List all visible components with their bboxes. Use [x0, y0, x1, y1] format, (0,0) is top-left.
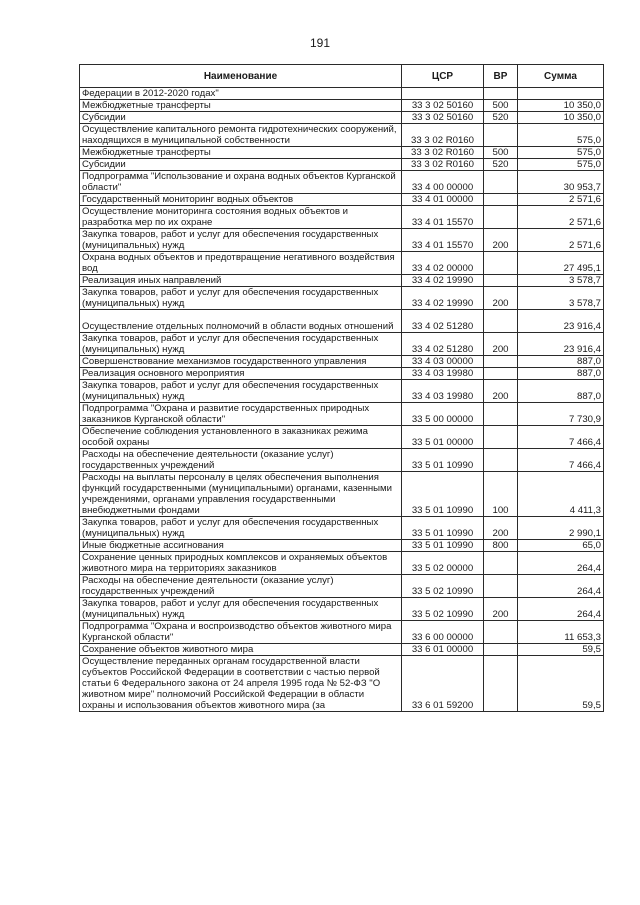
- csr-cell: 33 5 01 10990: [402, 517, 484, 540]
- table-row: [80, 403, 604, 426]
- table-row: [80, 275, 604, 287]
- table-body: [80, 88, 604, 712]
- name-cell: Закупка товаров, работ и услуг для обеспечения государственных (муниципальных) нужд: [80, 287, 402, 310]
- table-row: [80, 206, 604, 229]
- table-row: [80, 449, 604, 472]
- vr-cell: [484, 403, 518, 426]
- table-row: [80, 472, 604, 517]
- table-row: [80, 426, 604, 449]
- sum-cell: [518, 88, 604, 100]
- sum-cell: 264,4: [518, 598, 604, 621]
- table-row: [80, 147, 604, 159]
- table-row: [80, 100, 604, 112]
- csr-cell: 33 3 02 R0160: [402, 159, 484, 171]
- vr-cell: [484, 124, 518, 147]
- sum-cell: 575,0: [518, 147, 604, 159]
- csr-cell: 33 4 01 15570: [402, 206, 484, 229]
- csr-cell: 33 6 01 59200: [402, 656, 484, 712]
- table-row: [80, 252, 604, 275]
- csr-cell: 33 6 00 00000: [402, 621, 484, 644]
- vr-cell: [484, 194, 518, 206]
- table-row: [80, 112, 604, 124]
- name-cell: Осуществление капитального ремонта гидротехнических сооружений, находящихся в муниципальной собственности: [80, 124, 402, 147]
- vr-cell: [484, 656, 518, 712]
- sum-cell: 2 571,6: [518, 206, 604, 229]
- name-cell: Закупка товаров, работ и услуг для обеспечения государственных (муниципальных) нужд: [80, 380, 402, 403]
- table-row: [80, 380, 604, 403]
- vr-cell: [484, 449, 518, 472]
- csr-cell: 33 4 02 19990: [402, 275, 484, 287]
- csr-cell: 33 5 02 10990: [402, 598, 484, 621]
- name-cell: Межбюджетные трансферты: [80, 147, 402, 159]
- table-row: [80, 552, 604, 575]
- csr-cell: 33 5 00 00000: [402, 403, 484, 426]
- vr-cell: [484, 310, 518, 333]
- table-row: [80, 575, 604, 598]
- sum-cell: 4 411,3: [518, 472, 604, 517]
- column-header-name: Наименование: [80, 65, 402, 88]
- sum-cell: 887,0: [518, 356, 604, 368]
- name-cell: Реализация иных направлений: [80, 275, 402, 287]
- table-row: [80, 159, 604, 171]
- csr-cell: 33 5 02 10990: [402, 575, 484, 598]
- table-row: [80, 644, 604, 656]
- vr-cell: 520: [484, 159, 518, 171]
- name-cell: Субсидии: [80, 159, 402, 171]
- vr-cell: [484, 644, 518, 656]
- table-row: [80, 540, 604, 552]
- name-cell: Расходы на обеспечение деятельности (оказание услуг) государственных учреждений: [80, 449, 402, 472]
- name-cell: Осуществление отдельных полномочий в области водных отношений: [80, 310, 402, 333]
- table-row: [80, 88, 604, 100]
- csr-cell: 33 4 03 00000: [402, 356, 484, 368]
- csr-cell: 33 5 01 10990: [402, 449, 484, 472]
- csr-cell: 33 4 00 00000: [402, 171, 484, 194]
- sum-cell: 887,0: [518, 380, 604, 403]
- vr-cell: [484, 552, 518, 575]
- vr-cell: 500: [484, 100, 518, 112]
- name-cell: Подпрограмма "Использование и охрана водных объектов Курганской области": [80, 171, 402, 194]
- csr-cell: 33 4 02 51280: [402, 310, 484, 333]
- name-cell: Закупка товаров, работ и услуг для обеспечения государственных (муниципальных) нужд: [80, 517, 402, 540]
- table-row: [80, 124, 604, 147]
- name-cell: Сохранение объектов животного мира: [80, 644, 402, 656]
- sum-cell: 30 953,7: [518, 171, 604, 194]
- sum-cell: 264,4: [518, 552, 604, 575]
- table-row: [80, 171, 604, 194]
- csr-cell: 33 3 02 R0160: [402, 124, 484, 147]
- sum-cell: 59,5: [518, 644, 604, 656]
- name-cell: Реализация основного мероприятия: [80, 368, 402, 380]
- name-cell: Государственный мониторинг водных объектов: [80, 194, 402, 206]
- table-row: [80, 194, 604, 206]
- sum-cell: 10 350,0: [518, 112, 604, 124]
- sum-cell: 575,0: [518, 159, 604, 171]
- vr-cell: [484, 252, 518, 275]
- sum-cell: 3 578,7: [518, 287, 604, 310]
- sum-cell: 7 466,4: [518, 426, 604, 449]
- vr-cell: [484, 621, 518, 644]
- csr-cell: 33 5 01 00000: [402, 426, 484, 449]
- sum-cell: 23 916,4: [518, 310, 604, 333]
- sum-cell: 264,4: [518, 575, 604, 598]
- csr-cell: 33 4 01 15570: [402, 229, 484, 252]
- sum-cell: 2 571,6: [518, 229, 604, 252]
- name-cell: Обеспечение соблюдения установленного в заказниках режима особой охраны: [80, 426, 402, 449]
- name-cell: Субсидии: [80, 112, 402, 124]
- csr-cell: 33 5 01 10990: [402, 540, 484, 552]
- vr-cell: [484, 368, 518, 380]
- name-cell: Закупка товаров, работ и услуг для обеспечения государственных (муниципальных) нужд: [80, 333, 402, 356]
- name-cell: Расходы на обеспечение деятельности (оказание услуг) государственных учреждений: [80, 575, 402, 598]
- sum-cell: 2 990,1: [518, 517, 604, 540]
- table-row: [80, 598, 604, 621]
- sum-cell: 10 350,0: [518, 100, 604, 112]
- table-row: [80, 333, 604, 356]
- sum-cell: 575,0: [518, 124, 604, 147]
- csr-cell: 33 4 02 51280: [402, 333, 484, 356]
- vr-cell: 100: [484, 472, 518, 517]
- budget-table: [79, 64, 604, 712]
- name-cell: Федерации в 2012-2020 годах": [80, 88, 402, 100]
- sum-cell: 11 653,3: [518, 621, 604, 644]
- csr-cell: 33 4 02 19990: [402, 287, 484, 310]
- sum-cell: 7 730,9: [518, 403, 604, 426]
- table-row: [80, 287, 604, 310]
- vr-cell: 200: [484, 333, 518, 356]
- name-cell: Осуществление мониторинга состояния водных объектов и разработка мер по их охране: [80, 206, 402, 229]
- column-header-sum: Сумма: [518, 65, 604, 88]
- name-cell: Подпрограмма "Охрана и развитие государственных природных заказников Курганской области": [80, 403, 402, 426]
- name-cell: Закупка товаров, работ и услуг для обеспечения государственных (муниципальных) нужд: [80, 598, 402, 621]
- vr-cell: 200: [484, 598, 518, 621]
- name-cell: Сохранение ценных природных комплексов и охраняемых объектов животного мира на территориях заказников: [80, 552, 402, 575]
- name-cell: Закупка товаров, работ и услуг для обеспечения государственных (муниципальных) нужд: [80, 229, 402, 252]
- vr-cell: 200: [484, 287, 518, 310]
- vr-cell: 200: [484, 229, 518, 252]
- csr-cell: 33 4 02 00000: [402, 252, 484, 275]
- csr-cell: 33 3 02 50160: [402, 100, 484, 112]
- sum-cell: 59,5: [518, 656, 604, 712]
- vr-cell: 200: [484, 380, 518, 403]
- name-cell: Совершенствование механизмов государственного управления: [80, 356, 402, 368]
- column-header-csr: ЦСР: [402, 65, 484, 88]
- sum-cell: 887,0: [518, 368, 604, 380]
- sum-cell: 27 495,1: [518, 252, 604, 275]
- csr-cell: 33 6 01 00000: [402, 644, 484, 656]
- name-cell: Осуществление переданных органам государственной власти субъектов Российской Федерации в соответствии с частью первой статьи 6 Федерального закона от 24 апреля 1995 года № 52-ФЗ "О животном мире" полномочий Российской Федерации в области охраны и использования объектов животного мира (за: [80, 656, 402, 712]
- sum-cell: 65,0: [518, 540, 604, 552]
- vr-cell: 200: [484, 517, 518, 540]
- name-cell: Охрана водных объектов и предотвращение негативного воздействия вод: [80, 252, 402, 275]
- name-cell: Расходы на выплаты персоналу в целях обеспечения выполнения функций государственными (муниципальными) органами, казенными учреждениями, органами управления государственными внебюджетными фондами: [80, 472, 402, 517]
- csr-cell: 33 4 01 00000: [402, 194, 484, 206]
- vr-cell: 520: [484, 112, 518, 124]
- table-row: [80, 356, 604, 368]
- csr-cell: 33 4 03 19980: [402, 380, 484, 403]
- table-row: [80, 517, 604, 540]
- sum-cell: 3 578,7: [518, 275, 604, 287]
- csr-cell: 33 5 01 10990: [402, 472, 484, 517]
- csr-cell: [402, 88, 484, 100]
- vr-cell: 500: [484, 147, 518, 159]
- table-row: [80, 229, 604, 252]
- csr-cell: 33 5 02 00000: [402, 552, 484, 575]
- vr-cell: [484, 206, 518, 229]
- sum-cell: 7 466,4: [518, 449, 604, 472]
- vr-cell: [484, 575, 518, 598]
- name-cell: Подпрограмма "Охрана и воспроизводство объектов животного мира Курганской области": [80, 621, 402, 644]
- table-row: [80, 621, 604, 644]
- table-row: [80, 368, 604, 380]
- vr-cell: [484, 171, 518, 194]
- column-header-vr: ВР: [484, 65, 518, 88]
- sum-cell: 2 571,6: [518, 194, 604, 206]
- table-header-row: [80, 65, 604, 88]
- csr-cell: 33 4 03 19980: [402, 368, 484, 380]
- vr-cell: [484, 426, 518, 449]
- page-number: 191: [309, 36, 331, 50]
- vr-cell: [484, 356, 518, 368]
- name-cell: Межбюджетные трансферты: [80, 100, 402, 112]
- vr-cell: [484, 275, 518, 287]
- sum-cell: 23 916,4: [518, 333, 604, 356]
- csr-cell: 33 3 02 R0160: [402, 147, 484, 159]
- table-row: [80, 310, 604, 333]
- name-cell: Иные бюджетные ассигнования: [80, 540, 402, 552]
- vr-cell: 800: [484, 540, 518, 552]
- table-row: [80, 656, 604, 712]
- csr-cell: 33 3 02 50160: [402, 112, 484, 124]
- vr-cell: [484, 88, 518, 100]
